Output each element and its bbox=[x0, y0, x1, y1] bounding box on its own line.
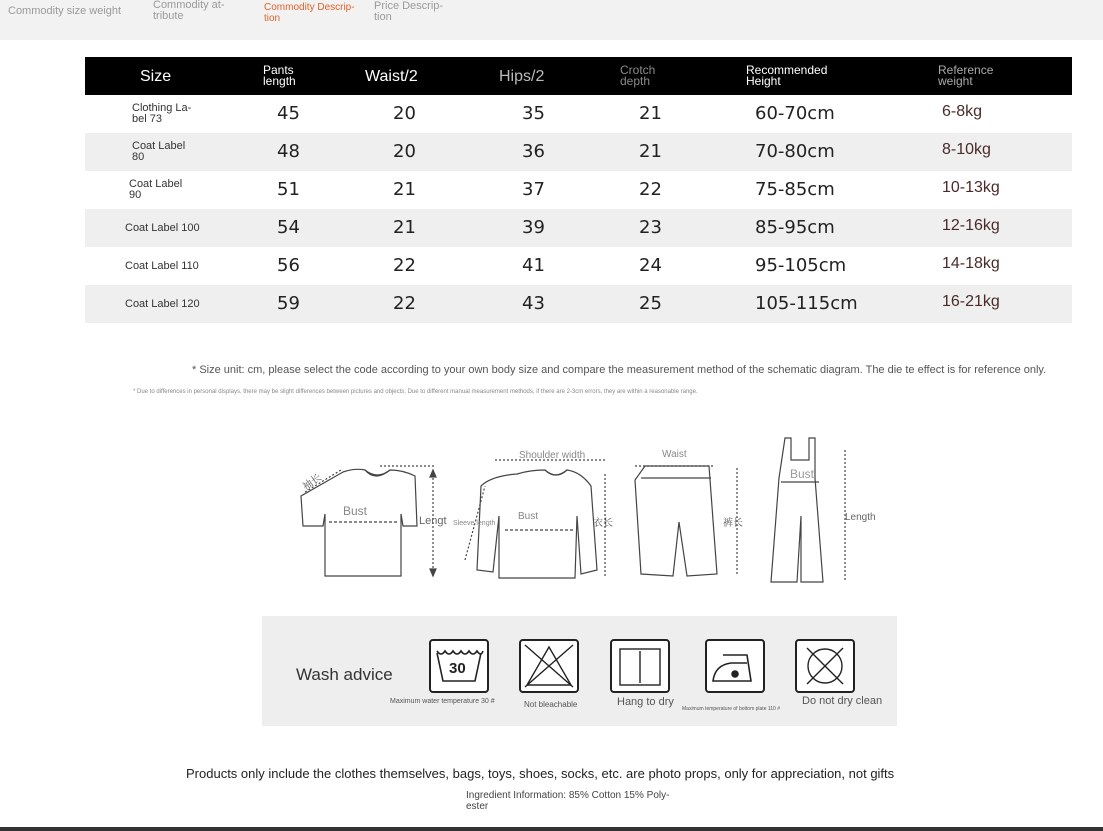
cell-size-label: Clothing La- bel 73 bbox=[132, 102, 192, 125]
table-row bbox=[85, 285, 1072, 323]
label-shoulder-width: Shoulder width bbox=[519, 450, 586, 461]
header-hips: Hips/2 bbox=[499, 68, 545, 85]
table-body bbox=[85, 95, 1072, 323]
label-sleeve-length-cn: 袖长 bbox=[300, 472, 324, 493]
cell-waist: 20 bbox=[393, 141, 416, 162]
cell-crotch-depth: 24 bbox=[639, 255, 662, 276]
label-waist: Waist bbox=[662, 449, 687, 460]
tab-commodity-size-weight[interactable]: Commodity size weight bbox=[8, 5, 122, 17]
cell-hips: 36 bbox=[522, 141, 545, 162]
label-overalls-length: Length bbox=[845, 512, 876, 523]
table-row bbox=[85, 133, 1072, 171]
header-pants-length: Pants length bbox=[263, 63, 296, 88]
cell-pants-length: 56 bbox=[277, 255, 300, 276]
tab-commodity-description[interactable]: Commodity Descrip- tion bbox=[264, 2, 355, 24]
table-row bbox=[85, 247, 1072, 285]
cell-hips: 39 bbox=[522, 217, 545, 238]
label-sleeve-length: Sleeve length bbox=[453, 520, 496, 527]
table-row bbox=[85, 209, 1072, 247]
cell-recommended-height: 75-85cm bbox=[755, 179, 835, 200]
tshirt-diagram bbox=[300, 466, 447, 576]
cell-size-label: Coat Label 80 bbox=[132, 140, 186, 163]
cell-hips: 37 bbox=[522, 179, 545, 200]
cell-recommended-height: 95-105cm bbox=[755, 255, 847, 276]
label-tshirt-length: Lengt bbox=[419, 515, 447, 527]
cell-reference-weight: 10-13kg bbox=[942, 179, 1000, 196]
cell-size-label: Coat Label 100 bbox=[125, 221, 200, 234]
ingredient-info: Ingredient Information: 85% Cotton 15% Poly- ester bbox=[466, 790, 670, 812]
table-header bbox=[85, 57, 1072, 95]
cell-reference-weight: 6-8kg bbox=[942, 103, 983, 120]
no-dry-clean-icon bbox=[795, 639, 855, 693]
cell-recommended-height: 105-115cm bbox=[755, 293, 858, 314]
cell-reference-weight: 14-18kg bbox=[942, 255, 1000, 272]
wash-advice-panel bbox=[262, 616, 897, 726]
tab-bar bbox=[0, 0, 1103, 40]
table-row bbox=[85, 95, 1072, 133]
cell-waist: 21 bbox=[393, 179, 416, 200]
label-sweater-bust: Bust bbox=[518, 511, 539, 522]
no-dry-clean-label: Do not dry clean bbox=[802, 695, 883, 707]
cell-crotch-depth: 23 bbox=[639, 217, 662, 238]
shorts-diagram bbox=[635, 449, 743, 576]
measurement-diagram bbox=[285, 430, 895, 590]
tab-price-description[interactable]: Price Descrip- tion bbox=[374, 0, 444, 23]
svg-text:30: 30 bbox=[449, 660, 466, 677]
cell-reference-weight: 12-16kg bbox=[942, 217, 1000, 234]
header-recommended-height: Recommended Height bbox=[746, 63, 828, 88]
cell-recommended-height: 85-95cm bbox=[755, 217, 835, 238]
cell-waist: 21 bbox=[393, 217, 416, 238]
hang-dry-label: Hang to dry bbox=[617, 696, 674, 708]
cell-waist: 20 bbox=[393, 103, 416, 124]
cell-crotch-depth: 22 bbox=[639, 179, 662, 200]
iron-low-icon bbox=[705, 639, 765, 693]
cell-hips: 41 bbox=[522, 255, 545, 276]
label-sweater-length-cn: 衣长 bbox=[593, 518, 613, 529]
measurement-differences-note: * Due to differences in personal displays, there may be slight differences between pictures and objects; Due to different manual measurement methods, if there are 2-3cm errors, they are within a reasonable range. bbox=[133, 389, 698, 395]
bottom-divider bbox=[0, 827, 1103, 831]
header-waist: Waist/2 bbox=[365, 68, 418, 85]
cell-hips: 43 bbox=[522, 293, 545, 314]
hang-dry-icon bbox=[610, 639, 670, 693]
cell-pants-length: 54 bbox=[277, 217, 300, 238]
wash-advice-title: Wash advice bbox=[296, 665, 393, 684]
cell-pants-length: 45 bbox=[277, 103, 300, 124]
wash-30-icon bbox=[429, 639, 489, 693]
header-size: Size bbox=[140, 68, 172, 85]
tab-commodity-attribute[interactable]: Commodity at- tribute bbox=[153, 0, 225, 22]
overalls-diagram bbox=[771, 438, 876, 582]
no-bleach-icon bbox=[519, 639, 579, 693]
sweater-diagram bbox=[453, 450, 613, 578]
iron-low-label: Maximum temperature of bottom plate 110 # bbox=[682, 706, 781, 712]
photo-props-note: Products only include the clothes themselves, bags, toys, shoes, socks, etc. are photo props, only for appreciation, not gifts bbox=[186, 766, 895, 781]
cell-size-label: Coat Label 120 bbox=[125, 297, 200, 310]
label-overalls-bust: Bust bbox=[790, 467, 815, 481]
cell-waist: 22 bbox=[393, 293, 416, 314]
cell-pants-length: 51 bbox=[277, 179, 300, 200]
header-crotch-depth: Crotch depth bbox=[620, 63, 656, 88]
header-reference-weight: Reference weight bbox=[938, 63, 994, 88]
cell-size-label: Coat Label 90 bbox=[129, 178, 183, 201]
cell-hips: 35 bbox=[522, 103, 545, 124]
cell-reference-weight: 16-21kg bbox=[942, 293, 1000, 310]
cell-crotch-depth: 25 bbox=[639, 293, 662, 314]
wash-30-label: Maximum water temperature 30 # bbox=[390, 698, 495, 705]
no-bleach-label: Not bleachable bbox=[524, 700, 578, 709]
cell-crotch-depth: 21 bbox=[639, 103, 662, 124]
cell-reference-weight: 8-10kg bbox=[942, 141, 991, 158]
table-row bbox=[85, 171, 1072, 209]
label-tshirt-bust: Bust bbox=[343, 504, 368, 518]
size-chart-table bbox=[85, 57, 1072, 323]
cell-recommended-height: 60-70cm bbox=[755, 103, 835, 124]
cell-waist: 22 bbox=[393, 255, 416, 276]
cell-pants-length: 48 bbox=[277, 141, 300, 162]
cell-size-label: Coat Label 110 bbox=[125, 259, 199, 272]
cell-recommended-height: 70-80cm bbox=[755, 141, 835, 162]
cell-crotch-depth: 21 bbox=[639, 141, 662, 162]
size-unit-note: * Size unit: cm, please select the code according to your own body size and compare the measurement method of the schematic diagram. The die te effect is for reference only. bbox=[192, 364, 1047, 376]
cell-pants-length: 59 bbox=[277, 293, 300, 314]
label-shorts-length-cn: 裤长 bbox=[723, 518, 743, 529]
